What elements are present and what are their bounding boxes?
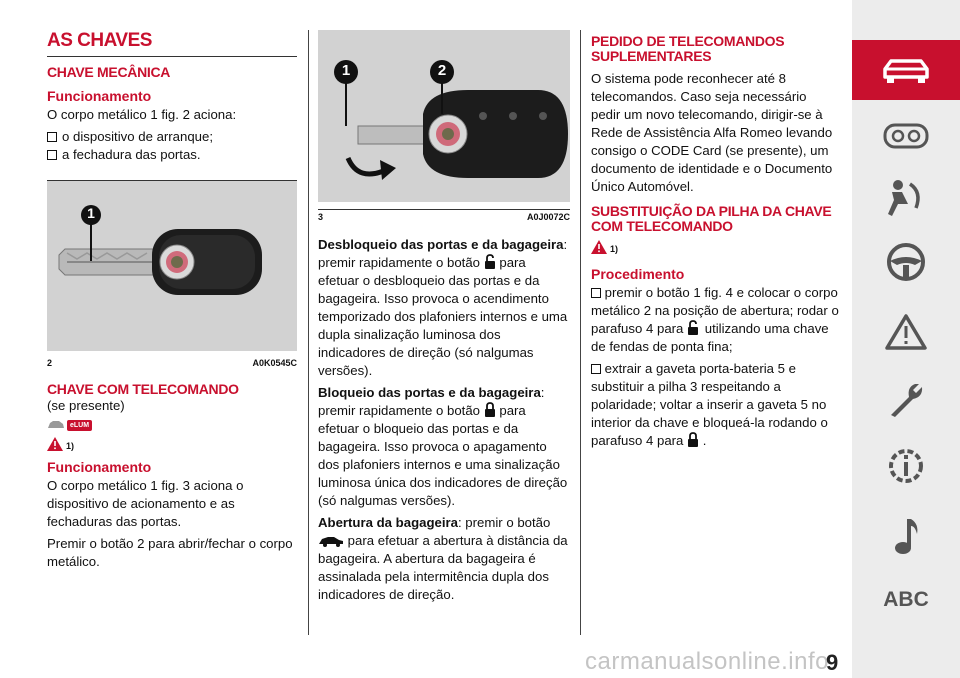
column-divider — [308, 30, 309, 635]
figure-caption — [47, 358, 297, 368]
paragraph: O sistema pode reconhecer até 8 telecomandos. Caso seja necessário pedir um novo telecomando, dirigir-se à Rede de Assistência Alfa Romeo levando consigo o CODE Card (se presente), um documento de identidade e o Documento Único Automóvel. — [591, 71, 833, 194]
page-title: AS CHAVES — [47, 30, 297, 57]
chapter-sidebar — [852, 0, 960, 678]
callout-1: 1 — [341, 62, 351, 79]
section-title-mechanical-key: CHAVE MECÂNICA — [47, 64, 171, 80]
paragraph: Premir o botão 2 para abrir/fechar o corpo metálico. — [47, 536, 293, 569]
dashboard-icon — [883, 122, 929, 150]
unlock-icon — [687, 320, 701, 335]
paragraph-unlock: Desbloqueio das portas e da bagageira: premir rapidamente o botão para efetuar o desbloqueio das portas e da bagageira. Isso provoca o acendimento temporizado dos plafoniers internos e uma dupla sinalização luminosa dos indicadores de direção (só nalgumas versões). — [318, 237, 568, 378]
figure-2 — [47, 180, 297, 368]
warning-reference: 1) — [591, 240, 839, 254]
lock-icon — [687, 432, 699, 447]
safety-icon — [886, 178, 926, 218]
warning-icon — [47, 437, 63, 451]
sidebar-item-car[interactable] — [852, 40, 960, 100]
warning-reference: 1) — [47, 437, 297, 451]
column-divider — [580, 30, 581, 635]
car-icon — [881, 55, 931, 85]
version-badge — [47, 419, 297, 431]
sidebar-item-index[interactable] — [852, 570, 960, 630]
elum-badge: eLUM — [67, 420, 92, 431]
bullet-square-icon — [591, 288, 601, 298]
gear-info-icon — [884, 444, 928, 488]
warning-icon — [885, 313, 927, 351]
column-1 — [47, 30, 297, 575]
figure-3 — [318, 30, 570, 222]
paragraph-trunk: Abertura da bagageira: premir o botão para efetuar a abertura à distância da bagageira. A abertura da bagageira é assinalada pela intermitência dupla dos indicadores de direção. — [318, 515, 568, 602]
sidebar-item-technical[interactable] — [852, 436, 960, 496]
sidebar-item-multimedia[interactable] — [852, 506, 960, 566]
subsection-title: Funcionamento — [47, 459, 152, 475]
subsection-title: Procedimento — [591, 266, 685, 282]
sidebar-item-safety[interactable] — [852, 168, 960, 228]
list-item: o dispositivo de arranque; — [47, 128, 297, 146]
watermark: carmanualsonline.info — [585, 648, 829, 675]
bullet-square-icon — [591, 364, 601, 374]
callout-2: 2 — [437, 62, 447, 79]
paragraph-lock: Bloqueio das portas e da bagageira: premir rapidamente o botão para efetuar o bloqueio das portas e da bagageira. Isso provoca o apagamento dos plafoniers internos e uma sinalização luminosa única dos indicadores de direção (só nalgumas versões). — [318, 385, 568, 508]
column-2 — [318, 30, 570, 608]
sidebar-item-maintenance[interactable] — [852, 370, 960, 430]
procedure-step-2: extrair a gaveta porta-bateria 5 e substituir a pilha 3 respeitando a polaridade; voltar a inserir a gaveta 5 no interior da chave e bloqueá-la rodando o parafuso 4 para . — [591, 361, 828, 448]
section-subtitle: (se presente) — [47, 398, 125, 413]
procedure-step-1: premir o botão 1 fig. 4 e colocar o corpo metálico 2 na posição de abertura; rodar o parafuso 4 para utilizando uma chave de fendas de ponta fina; — [591, 285, 839, 354]
page-number: 9 — [826, 650, 839, 675]
column-3 — [591, 30, 839, 454]
music-note-icon — [891, 516, 921, 556]
sidebar-item-steering[interactable] — [852, 232, 960, 292]
figure-caption — [318, 209, 570, 222]
subsection-title: Funcionamento — [47, 88, 152, 104]
sidebar-item-warning[interactable] — [852, 302, 960, 362]
figure-number: 3 — [318, 212, 324, 222]
section-title-battery-replacement: SUBSTITUIÇÃO DA PILHA DA CHAVE COM TELECOMANDO — [591, 203, 832, 234]
wrench-icon — [885, 379, 927, 421]
sidebar-item-dashboard[interactable] — [852, 106, 960, 166]
car-small-icon — [47, 419, 65, 431]
figure-number: 2 — [47, 358, 53, 368]
section-title-remote-key: CHAVE COM TELECOMANDO — [47, 381, 239, 397]
abc-index-label: ABC — [883, 588, 929, 611]
lock-icon — [484, 402, 496, 417]
steering-wheel-icon — [885, 241, 927, 283]
figure-code: A0K0545C — [252, 358, 297, 368]
bullet-square-icon — [47, 150, 57, 160]
warning-icon — [591, 240, 607, 254]
figure-code: A0J0072C — [526, 212, 570, 222]
section-title-additional-remotes: PEDIDO DE TELECOMANDOS SUPLEMENTARES — [591, 33, 785, 64]
callout-1: 1 — [87, 205, 95, 221]
bullet-square-icon — [47, 132, 57, 142]
paragraph: O corpo metálico 1 fig. 2 aciona: — [47, 107, 237, 122]
list-item: a fechadura das portas. — [47, 146, 297, 164]
trunk-open-icon — [318, 534, 344, 547]
paragraph: O corpo metálico 1 fig. 3 aciona o dispositivo de acionamento e as fechaduras das portas. — [47, 478, 244, 529]
unlock-icon — [484, 254, 496, 269]
remote-key-image — [318, 30, 570, 202]
